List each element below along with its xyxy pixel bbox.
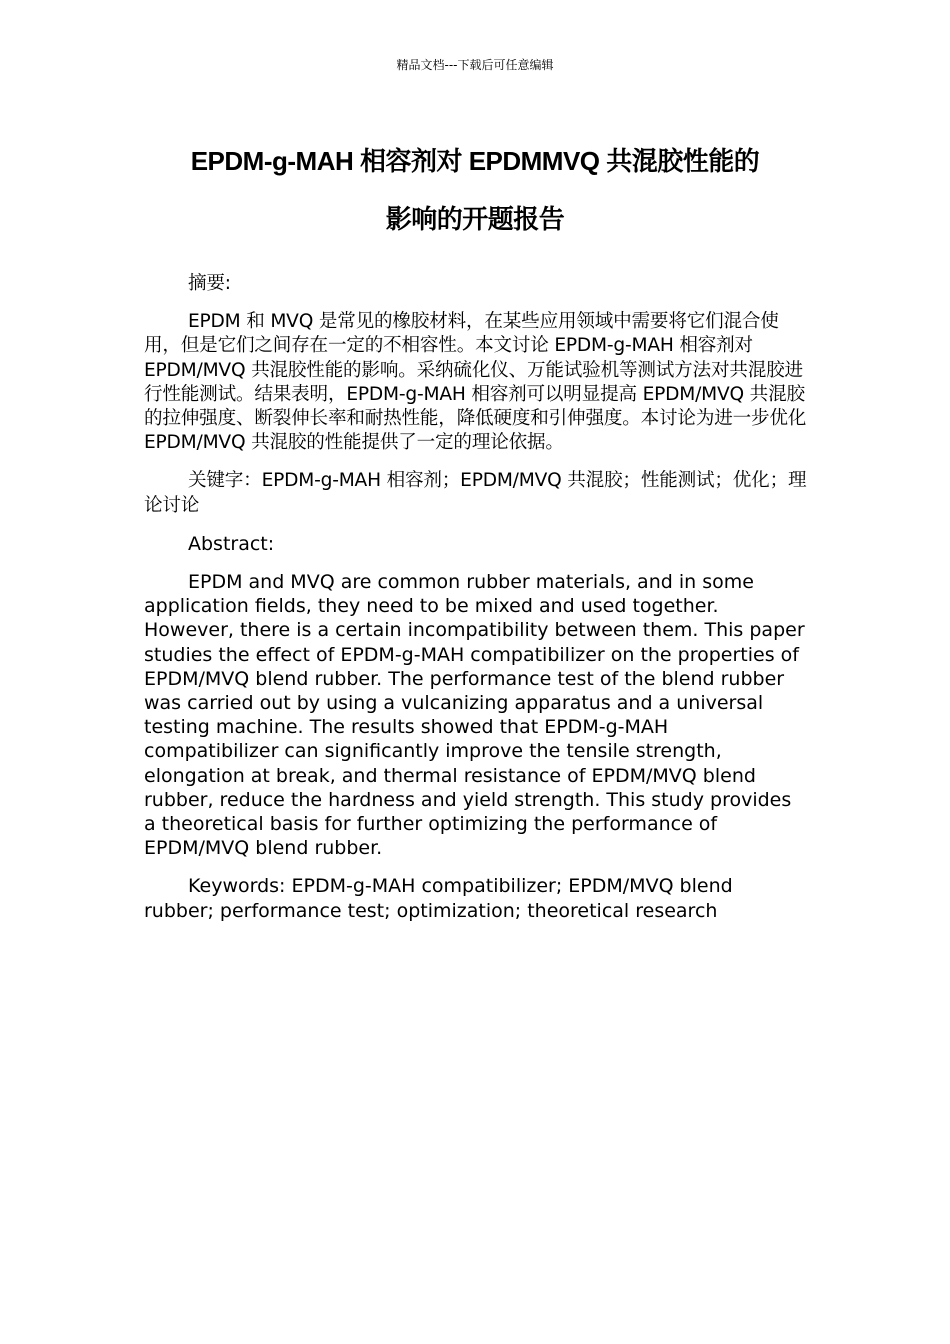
keywords-cn-paragraph: 关键字：EPDM-g-MAH 相容剂；EPDM/MVQ 共混胶；性能测试；优化；理论讨论 — [144, 470, 807, 516]
title-line-2: 影响的开题报告 — [385, 204, 565, 234]
document-title — [110, 132, 840, 248]
abstract-en-label: Abstract: — [188, 532, 275, 555]
abstract-cn-paragraph: EPDM 和 MVQ 是常见的橡胶材料，在某些应用领域中需要将它们混合使用，但是它们之间存在一定的不相容性。本文讨论 EPDM-g-MAH 相容剂对 EPDM/MVQ 共混胶性能的影响。采纳硫化仪、万能试验机等测试方法对共混胶进行性能测试。结果表明，EPDM-g-MAH 相容剂可以明显提高 EPDM/MVQ 共混胶的拉伸强度、断裂伸长率和耐热性能，降低硬度和引伸强度。本讨论为进一步优化 EPDM/MVQ 共混胶的性能提供了一定的理论依据。 — [144, 311, 807, 454]
document-body — [144, 272, 808, 937]
abstract-cn-label: 摘要: — [188, 273, 231, 294]
abstract-en-paragraph: EPDM and MVQ are common rubber materials, and in some application fields, they need to be mixed and used together. However, there is a certain incompatibility between them. This paper studies the effect of EPDM-g-MAH compatibilizer on the properties of EPDM/MVQ blend rubber. The performance test of the blend rubber was carried out by using a vulcanizing apparatus and a universal testing machine. The results showed that EPDM-g-MAH compatibilizer can significantly improve the tensile strength, elongation at break, and thermal resistance of EPDM/MVQ blend rubber, reduce the hardness and yield strength. This study provides a theoretical basis for further optimizing the performance of EPDM/MVQ blend rubber. — [144, 571, 805, 860]
page-header: 精品文档---下载后可任意编辑 — [396, 58, 554, 72]
title-line-1: EPDM-g-MAH 相容剂对 EPDMMVQ 共混胶性能的 — [190, 146, 760, 176]
keywords-en-paragraph: Keywords: EPDM-g-MAH compatibilizer; EPDM/MVQ blend rubber; performance test; optimization; theoretical research — [144, 875, 733, 922]
